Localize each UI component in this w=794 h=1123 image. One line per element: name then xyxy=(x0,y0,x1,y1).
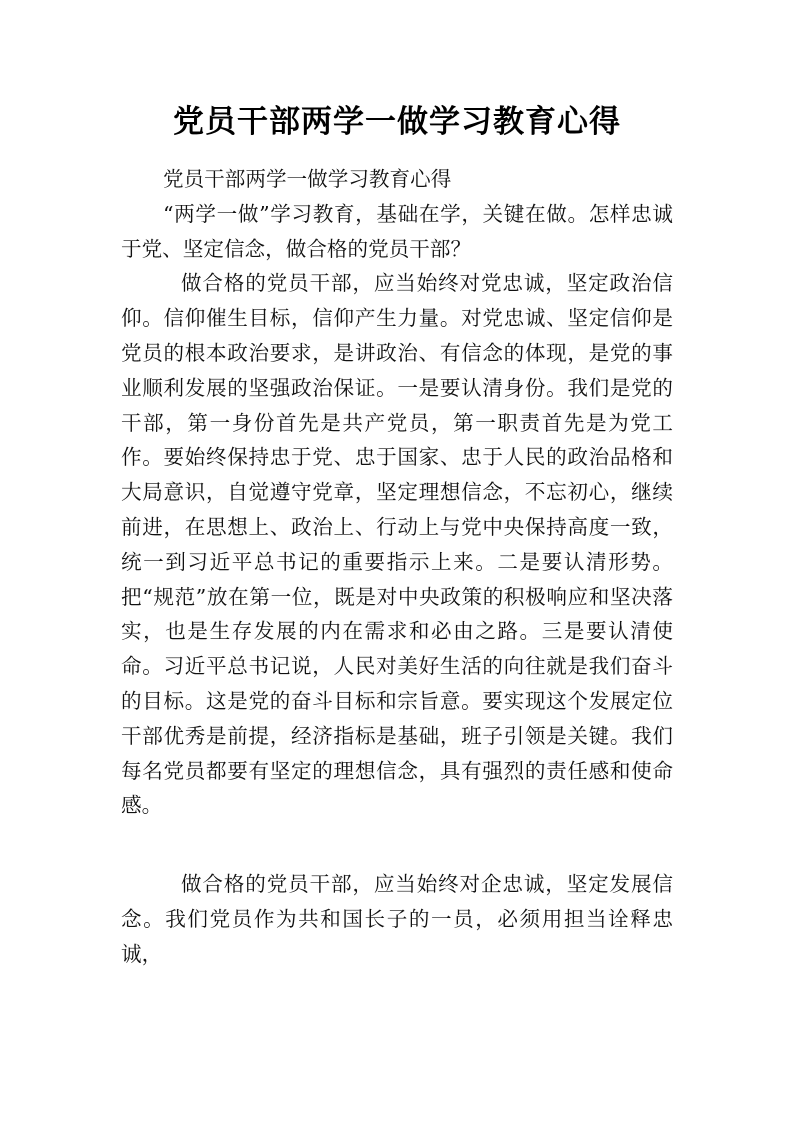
paragraph-intro: “两学一做”学习教育，基础在学，关键在做。怎样忠诚于党、坚定信念，做合格的党员干部？ xyxy=(121,201,673,261)
paragraph-political-faith: 做合格的党员干部，应当始终对党忠诚，坚定政治信仰。信仰催生目标，信仰产生力量。对党忠诚、坚定信仰是党员的根本政治要求，是讲政治、有信念的体现，是党的事业顺利发展的坚强政治保证。一是要认清身份。我们是党的干部，第一身份首先是共产党员，第一职责首先是为党工作。要始终保持忠于党、忠于国家、忠于人民的政治品格和大局意识，自觉遵守党章，坚定理想信念，不忘初心，继续前进，在思想上、政治上、行动上与党中央保持高度一致，统一到习近平总书记的重要指示上来。二是要认清形势。把“规范”放在第一位，既是对中央政策的积极响应和坚决落实，也是生存发展的内在需求和必由之路。三是要认清使命。习近平总书记说，人民对美好生活的向往就是我们奋斗的目标。这是党的奋斗目标和宗旨意。要实现这个发展定位 干部优秀是前提，经济指标是基础，班子引领是关键。我们每名党员都要有坚定的理想信念，具有强烈的责任感和使命感。 xyxy=(121,271,673,818)
paragraph-gap xyxy=(121,823,673,867)
document-title: 党员干部两学一做学习教育心得 xyxy=(173,104,621,140)
document-subtitle: 党员干部两学一做学习教育心得 xyxy=(163,167,452,191)
paragraph-enterprise-loyalty: 做合格的党员干部，应当始终对企忠诚，坚定发展信念。我们党员作为共和国长子的一员，必须用担当诠释忠诚， xyxy=(121,872,673,966)
document-body xyxy=(121,162,673,972)
